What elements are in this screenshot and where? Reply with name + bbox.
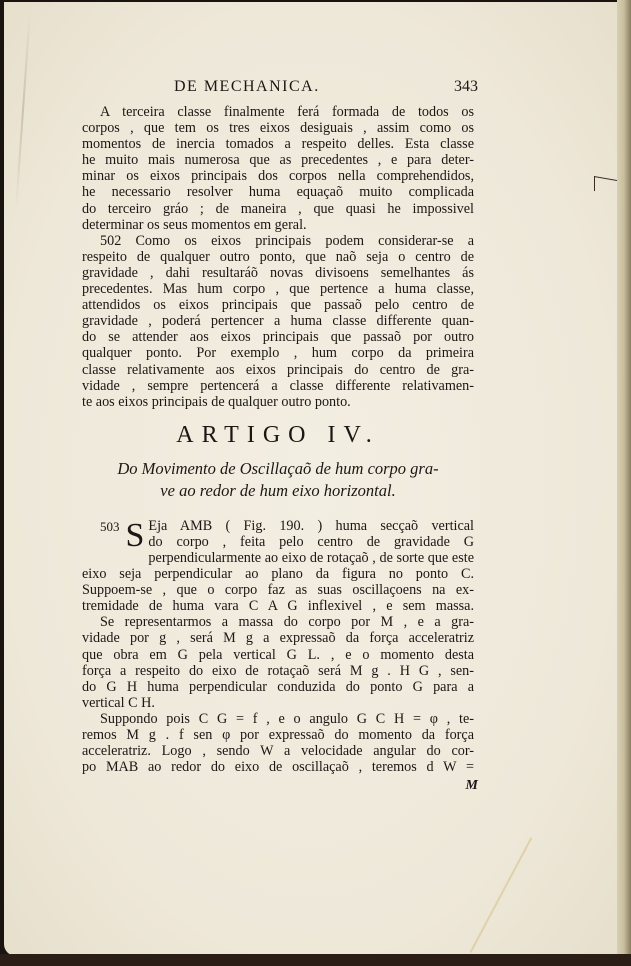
subtitle-line: ve ao redor de hum eixo horizontal. — [160, 481, 396, 500]
text-line: eixo seja perpendicular ao plano da figura no ponto C. — [82, 566, 474, 583]
text-line: Eja AMB ( Fig. 190. ) huma secçaõ vertical — [148, 518, 474, 534]
text-line: vertical C H. — [82, 694, 155, 711]
text-line: do terceiro gráo ; de maneira , que quasi he impossivel — [82, 200, 474, 217]
text-line: do se attender aos eixos principais que passaõ por outro — [82, 329, 474, 346]
text-line: respeito de qualquer outro ponto, que naõ seja o centro de — [82, 248, 474, 265]
text-line: minar os eixos principais dos corpos nella comprehendidos, — [82, 168, 474, 185]
text-line: acceleratriz. Logo , sendo W a velocidade angular do cor- — [82, 743, 474, 760]
text-line: classe relativamente aos eixos principais do centro de gra- — [82, 361, 474, 378]
text-line: Suppoem-se , que o corpo faz as suas oscillaçoens na ex- — [82, 582, 474, 599]
text-line: vidade , sempre pertencerá a classe differente relativamen- — [82, 377, 474, 394]
text-line: he muito mais numerosa que as precedentes , e para deter- — [82, 152, 474, 169]
text-line: gravidade , poderá pertencer a huma classe differente quan- — [82, 313, 474, 330]
running-head: DE MECHANICA. — [174, 78, 320, 95]
text-line: te aos eixos principais de qualquer outro ponto. — [82, 393, 351, 410]
text-line: 502 Como os eixos principais podem considerar-se a — [100, 232, 474, 249]
text-line: he necessario resolver huma equaçaõ muito complicada — [82, 184, 474, 201]
text-line: determinar os seus momentos em geral. — [82, 216, 307, 233]
text-line: do corpo , feita pelo centro de gravidade G — [148, 534, 474, 551]
text-line: remos M g . f sen φ por expressaõ do momento da força — [82, 727, 474, 744]
text-line: gravidade , dahi resultaráõ novas divisoens semelhantes ás — [82, 264, 474, 281]
text-line: força a respeito do eixo de rotaçaõ será M g . H G , sen- — [82, 662, 474, 679]
text-line: A terceira classe finalmente ferá formada de todos os — [100, 104, 474, 120]
text-line: tremidade de huma vara C A G inflexivel , e sem massa. — [82, 598, 474, 615]
text-line: Suppondo pois C G = f , e o angulo G C H = φ , te- — [100, 710, 474, 727]
text-line: qualquer ponto. Por exemplo , hum corpo da primeira — [82, 345, 474, 362]
text-line: attendidos os eixos principais que passaõ pelo centro de — [82, 297, 474, 314]
article-title: ARTIGO IV. — [176, 422, 380, 448]
top-paragraphs — [82, 104, 474, 410]
text-line: perpendicularmente ao eixo de rotaçaõ , de sorte que este — [148, 550, 474, 566]
page-number: 343 — [454, 78, 478, 95]
binding-shadow — [0, 954, 631, 966]
text-line: corpos , que tem os tres eixos desiguais , assim como os — [82, 120, 474, 137]
catchword: M — [465, 778, 478, 793]
section-number: 503 — [100, 519, 120, 534]
bottom-paragraphs — [82, 518, 474, 775]
text-line: momentos de inercia tomados a respeito delles. Esta classe — [82, 136, 474, 153]
text-line: precedentes. Mas hum corpo , que pertence a huma classe, — [82, 281, 474, 298]
text-line: vidade por g , será M g a expressaõ da força acceleratriz — [82, 630, 474, 647]
page-header — [82, 78, 478, 98]
text-line: que obra em G pela vertical G L. , e o momento desta — [82, 646, 474, 663]
text-line: Se representarmos a massa do corpo por M , e a gra- — [100, 614, 474, 631]
section-503-opening — [82, 517, 474, 554]
subtitle-line: Do Movimento de Oscillaçaõ de hum corpo gra- — [117, 459, 439, 478]
text-line: po MAB ao redor do eixo de oscillaçaõ , teremos d W = — [82, 759, 474, 776]
drop-cap: S — [125, 517, 145, 554]
page-edge — [617, 0, 631, 966]
text-line: do G H huma perpendicular conduzida do ponto G para a — [82, 678, 474, 695]
article-subtitle — [82, 458, 474, 502]
